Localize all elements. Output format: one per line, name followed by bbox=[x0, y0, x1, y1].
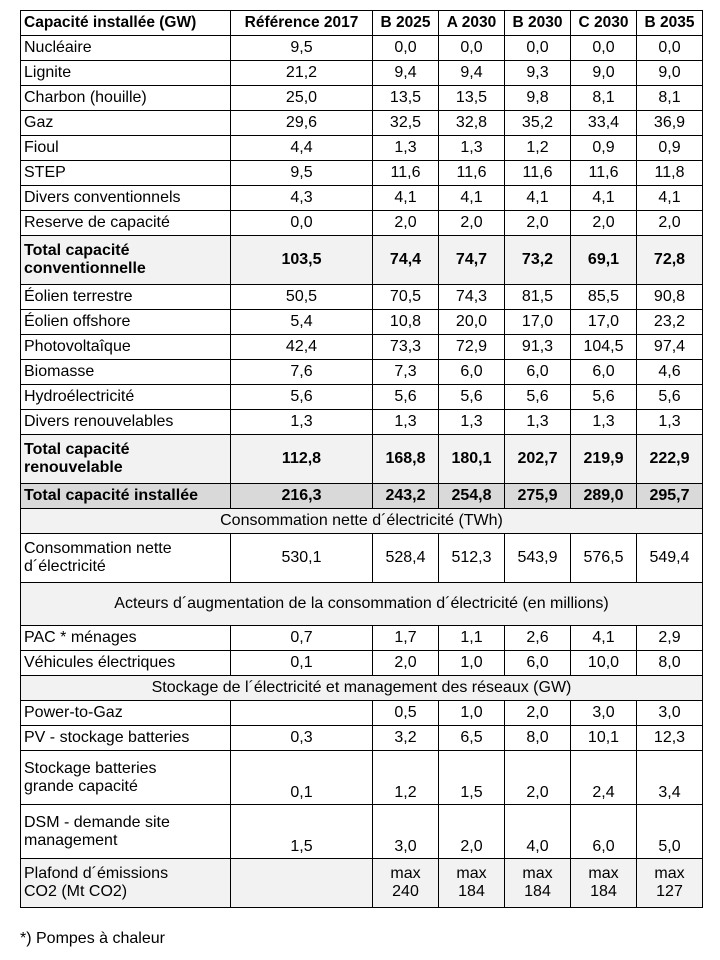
value-cell: 104,5 bbox=[571, 335, 637, 360]
table-row bbox=[21, 310, 703, 335]
total-renewable-row bbox=[21, 435, 703, 484]
row-label bbox=[21, 805, 231, 859]
value-cell: 530,1 bbox=[231, 534, 373, 583]
value-cell bbox=[373, 859, 439, 908]
value-cell: 289,0 bbox=[571, 484, 637, 509]
table-row bbox=[21, 360, 703, 385]
value-cell: 35,2 bbox=[505, 111, 571, 136]
value-cell: 1,3 bbox=[231, 410, 373, 435]
value-cell: 4,1 bbox=[571, 186, 637, 211]
value-cell: 1,3 bbox=[373, 136, 439, 161]
value-cell: 254,8 bbox=[439, 484, 505, 509]
value-cell: 13,5 bbox=[439, 86, 505, 111]
header-row bbox=[21, 11, 703, 36]
value-cell: 3,0 bbox=[373, 805, 439, 859]
row-label bbox=[21, 859, 231, 908]
row-label: Divers renouvelables bbox=[21, 410, 231, 435]
value-cell: 21,2 bbox=[231, 61, 373, 86]
value-cell: 1,0 bbox=[439, 701, 505, 726]
value-cell: 90,8 bbox=[637, 285, 703, 310]
value-line2: 184 bbox=[524, 883, 551, 900]
table-row bbox=[21, 111, 703, 136]
value-cell: 1,3 bbox=[373, 410, 439, 435]
table-row bbox=[21, 211, 703, 236]
row-label-line1: Total capacité bbox=[24, 441, 130, 458]
value-cell: 5,4 bbox=[231, 310, 373, 335]
value-cell: 4,1 bbox=[505, 186, 571, 211]
row-label bbox=[21, 435, 231, 484]
value-cell: 6,0 bbox=[571, 360, 637, 385]
value-cell: 2,0 bbox=[373, 211, 439, 236]
value-cell: 36,9 bbox=[637, 111, 703, 136]
value-cell: 11,6 bbox=[439, 161, 505, 186]
value-cell: 17,0 bbox=[571, 310, 637, 335]
header-a-2030: A 2030 bbox=[439, 11, 505, 36]
value-cell: 32,5 bbox=[373, 111, 439, 136]
table-row bbox=[21, 726, 703, 751]
value-line1: max bbox=[588, 865, 619, 882]
value-cell: 0,9 bbox=[571, 136, 637, 161]
row-label: Photovoltaîque bbox=[21, 335, 231, 360]
value-cell bbox=[231, 701, 373, 726]
table-row bbox=[21, 186, 703, 211]
section-title: Acteurs d´augmentation de la consommation d´électricité (en millions) bbox=[21, 583, 703, 626]
value-cell: 1,1 bbox=[439, 626, 505, 651]
value-cell: 2,0 bbox=[439, 805, 505, 859]
value-cell: 0,7 bbox=[231, 626, 373, 651]
value-cell: 3,0 bbox=[637, 701, 703, 726]
row-label: PAC * ménages bbox=[21, 626, 231, 651]
value-cell: 2,4 bbox=[571, 751, 637, 805]
footnote: *) Pompes à chaleur bbox=[20, 930, 165, 947]
table-row bbox=[21, 751, 703, 805]
row-label: Fioul bbox=[21, 136, 231, 161]
row-label-line1: Stockage batteries bbox=[24, 759, 157, 777]
value-cell: 42,4 bbox=[231, 335, 373, 360]
value-cell: 6,0 bbox=[571, 805, 637, 859]
value-cell: 1,5 bbox=[439, 751, 505, 805]
value-cell bbox=[637, 859, 703, 908]
header-reference-2017: Référence 2017 bbox=[231, 11, 373, 36]
consumption-row bbox=[21, 534, 703, 583]
value-cell: 70,5 bbox=[373, 285, 439, 310]
value-cell: 0,0 bbox=[571, 36, 637, 61]
value-cell: 74,3 bbox=[439, 285, 505, 310]
value-cell: 5,6 bbox=[505, 385, 571, 410]
total-conventional-row bbox=[21, 236, 703, 285]
value-cell: 0,9 bbox=[637, 136, 703, 161]
value-cell: 216,3 bbox=[231, 484, 373, 509]
value-cell: 2,0 bbox=[571, 211, 637, 236]
table-row bbox=[21, 335, 703, 360]
value-cell: 1,3 bbox=[505, 410, 571, 435]
value-cell: 549,4 bbox=[637, 534, 703, 583]
value-cell: 295,7 bbox=[637, 484, 703, 509]
value-cell: 543,9 bbox=[505, 534, 571, 583]
value-cell: 7,6 bbox=[231, 360, 373, 385]
value-cell: 74,7 bbox=[439, 236, 505, 285]
row-label: Lignite bbox=[21, 61, 231, 86]
header-b-2025: B 2025 bbox=[373, 11, 439, 36]
total-installed-row bbox=[21, 484, 703, 509]
value-cell: 4,6 bbox=[637, 360, 703, 385]
value-cell: 528,4 bbox=[373, 534, 439, 583]
row-label bbox=[21, 236, 231, 285]
value-cell: 0,0 bbox=[231, 211, 373, 236]
value-cell: 4,4 bbox=[231, 136, 373, 161]
value-line2: 184 bbox=[590, 883, 617, 900]
value-cell: 2,0 bbox=[439, 211, 505, 236]
value-cell: 1,5 bbox=[231, 805, 373, 859]
section-title: Stockage de l´électricité et management des réseaux (GW) bbox=[21, 676, 703, 701]
value-cell: 103,5 bbox=[231, 236, 373, 285]
section-title: Consommation nette d´électricité (TWh) bbox=[21, 509, 703, 534]
value-cell: 6,5 bbox=[439, 726, 505, 751]
value-cell: 8,0 bbox=[505, 726, 571, 751]
row-label: STEP bbox=[21, 161, 231, 186]
value-cell: 17,0 bbox=[505, 310, 571, 335]
value-cell: 9,8 bbox=[505, 86, 571, 111]
value-cell: 2,0 bbox=[505, 751, 571, 805]
value-cell: 219,9 bbox=[571, 435, 637, 484]
value-cell: 2,0 bbox=[637, 211, 703, 236]
row-label: Charbon (houille) bbox=[21, 86, 231, 111]
value-cell: 5,6 bbox=[373, 385, 439, 410]
value-cell: 6,0 bbox=[505, 651, 571, 676]
value-cell: 112,8 bbox=[231, 435, 373, 484]
value-line2: 184 bbox=[458, 883, 485, 900]
value-cell: 1,2 bbox=[505, 136, 571, 161]
header-b-2030: B 2030 bbox=[505, 11, 571, 36]
value-cell: 8,1 bbox=[637, 86, 703, 111]
value-cell: 4,1 bbox=[571, 626, 637, 651]
value-cell: 1,0 bbox=[439, 651, 505, 676]
value-cell: 512,3 bbox=[439, 534, 505, 583]
row-label: Total capacité installée bbox=[21, 484, 231, 509]
value-cell: 72,9 bbox=[439, 335, 505, 360]
row-label bbox=[21, 534, 231, 583]
value-cell: 9,5 bbox=[231, 161, 373, 186]
value-cell: 33,4 bbox=[571, 111, 637, 136]
value-cell: 74,4 bbox=[373, 236, 439, 285]
row-label: Power-to-Gaz bbox=[21, 701, 231, 726]
value-cell: 32,8 bbox=[439, 111, 505, 136]
value-cell: 0,3 bbox=[231, 726, 373, 751]
table-row bbox=[21, 651, 703, 676]
row-label-line2: management bbox=[24, 831, 118, 849]
value-cell: 0,1 bbox=[231, 651, 373, 676]
value-cell: 9,5 bbox=[231, 36, 373, 61]
header-b-2035: B 2035 bbox=[637, 11, 703, 36]
value-cell: 81,5 bbox=[505, 285, 571, 310]
value-cell: 5,6 bbox=[439, 385, 505, 410]
value-cell: 4,3 bbox=[231, 186, 373, 211]
value-cell: 168,8 bbox=[373, 435, 439, 484]
value-cell: 1,3 bbox=[637, 410, 703, 435]
value-cell: 222,9 bbox=[637, 435, 703, 484]
value-cell: 0,0 bbox=[505, 36, 571, 61]
value-cell: 4,0 bbox=[505, 805, 571, 859]
row-label: Gaz bbox=[21, 111, 231, 136]
table-row bbox=[21, 161, 703, 186]
co2-ceiling-row bbox=[21, 859, 703, 908]
table-row bbox=[21, 136, 703, 161]
value-cell bbox=[231, 859, 373, 908]
value-cell: 5,6 bbox=[231, 385, 373, 410]
table-row bbox=[21, 410, 703, 435]
value-cell: 4,1 bbox=[439, 186, 505, 211]
section-storage bbox=[21, 676, 703, 701]
row-label-line1: Total capacité bbox=[24, 242, 130, 259]
row-label: Hydroélectricité bbox=[21, 385, 231, 410]
value-cell: 3,2 bbox=[373, 726, 439, 751]
table-row bbox=[21, 36, 703, 61]
value-line1: max bbox=[456, 865, 487, 882]
value-line1: max bbox=[390, 865, 421, 882]
value-cell: 243,2 bbox=[373, 484, 439, 509]
value-cell: 1,3 bbox=[439, 136, 505, 161]
value-cell: 202,7 bbox=[505, 435, 571, 484]
row-label: Divers conventionnels bbox=[21, 186, 231, 211]
table-row bbox=[21, 701, 703, 726]
row-label bbox=[21, 751, 231, 805]
value-cell: 9,4 bbox=[439, 61, 505, 86]
row-label-line1: DSM - demande site bbox=[24, 813, 170, 831]
header-c-2030: C 2030 bbox=[571, 11, 637, 36]
value-cell: 23,2 bbox=[637, 310, 703, 335]
value-cell: 0,0 bbox=[373, 36, 439, 61]
value-cell: 73,2 bbox=[505, 236, 571, 285]
value-cell: 1,7 bbox=[373, 626, 439, 651]
value-cell: 72,8 bbox=[637, 236, 703, 285]
value-cell: 10,8 bbox=[373, 310, 439, 335]
value-cell: 10,1 bbox=[571, 726, 637, 751]
value-cell: 7,3 bbox=[373, 360, 439, 385]
row-label: Biomasse bbox=[21, 360, 231, 385]
value-cell bbox=[505, 859, 571, 908]
value-cell: 1,3 bbox=[439, 410, 505, 435]
value-cell: 0,0 bbox=[439, 36, 505, 61]
row-label-line1: Plafond d´émissions bbox=[24, 865, 169, 882]
value-cell: 1,3 bbox=[571, 410, 637, 435]
value-cell: 85,5 bbox=[571, 285, 637, 310]
value-cell: 50,5 bbox=[231, 285, 373, 310]
value-cell: 2,9 bbox=[637, 626, 703, 651]
value-cell: 25,0 bbox=[231, 86, 373, 111]
value-cell: 2,0 bbox=[505, 211, 571, 236]
value-cell: 2,6 bbox=[505, 626, 571, 651]
value-cell: 576,5 bbox=[571, 534, 637, 583]
value-cell: 2,0 bbox=[505, 701, 571, 726]
value-cell: 9,0 bbox=[571, 61, 637, 86]
table-row bbox=[21, 285, 703, 310]
row-label: Reserve de capacité bbox=[21, 211, 231, 236]
value-cell: 29,6 bbox=[231, 111, 373, 136]
value-cell: 9,4 bbox=[373, 61, 439, 86]
value-cell: 11,8 bbox=[637, 161, 703, 186]
value-line2: 127 bbox=[656, 883, 683, 900]
value-cell: 73,3 bbox=[373, 335, 439, 360]
header-category: Capacité installée (GW) bbox=[21, 11, 231, 36]
value-cell bbox=[571, 859, 637, 908]
value-cell: 8,1 bbox=[571, 86, 637, 111]
value-cell: 9,0 bbox=[637, 61, 703, 86]
value-cell bbox=[439, 859, 505, 908]
value-line2: 240 bbox=[392, 883, 419, 900]
row-label: Éolien terrestre bbox=[21, 285, 231, 310]
value-cell: 0,5 bbox=[373, 701, 439, 726]
value-cell: 11,6 bbox=[505, 161, 571, 186]
row-label: Nucléaire bbox=[21, 36, 231, 61]
value-cell: 91,3 bbox=[505, 335, 571, 360]
value-cell: 0,0 bbox=[637, 36, 703, 61]
value-cell: 6,0 bbox=[505, 360, 571, 385]
table-row bbox=[21, 626, 703, 651]
value-line1: max bbox=[654, 865, 685, 882]
value-cell: 2,0 bbox=[373, 651, 439, 676]
value-cell: 13,5 bbox=[373, 86, 439, 111]
value-cell: 3,0 bbox=[571, 701, 637, 726]
row-label-line2: CO2 (Mt CO2) bbox=[24, 883, 128, 900]
value-cell: 10,0 bbox=[571, 651, 637, 676]
row-label-line2: conventionnelle bbox=[24, 260, 146, 277]
value-cell: 5,6 bbox=[571, 385, 637, 410]
row-label: Éolien offshore bbox=[21, 310, 231, 335]
row-label-line2: grande capacité bbox=[24, 777, 138, 795]
table-row bbox=[21, 385, 703, 410]
value-cell: 275,9 bbox=[505, 484, 571, 509]
value-cell: 5,0 bbox=[637, 805, 703, 859]
value-cell: 0,1 bbox=[231, 751, 373, 805]
row-label-line2: d´électricité bbox=[24, 558, 106, 575]
table-row bbox=[21, 61, 703, 86]
value-cell: 11,6 bbox=[373, 161, 439, 186]
value-cell: 20,0 bbox=[439, 310, 505, 335]
table-row bbox=[21, 86, 703, 111]
value-cell: 9,3 bbox=[505, 61, 571, 86]
value-cell: 6,0 bbox=[439, 360, 505, 385]
row-label-line2: renouvelable bbox=[24, 459, 123, 476]
section-consumption bbox=[21, 509, 703, 534]
row-label-line1: Consommation nette bbox=[24, 540, 172, 557]
value-cell: 11,6 bbox=[571, 161, 637, 186]
value-cell: 8,0 bbox=[637, 651, 703, 676]
value-cell: 180,1 bbox=[439, 435, 505, 484]
value-cell: 1,2 bbox=[373, 751, 439, 805]
value-line1: max bbox=[522, 865, 553, 882]
capacity-table bbox=[20, 10, 703, 908]
value-cell: 12,3 bbox=[637, 726, 703, 751]
value-cell: 4,1 bbox=[637, 186, 703, 211]
row-label: PV - stockage batteries bbox=[21, 726, 231, 751]
table-body bbox=[21, 36, 703, 908]
row-label: Véhicules électriques bbox=[21, 651, 231, 676]
value-cell: 3,4 bbox=[637, 751, 703, 805]
value-cell: 69,1 bbox=[571, 236, 637, 285]
value-cell: 5,6 bbox=[637, 385, 703, 410]
value-cell: 4,1 bbox=[373, 186, 439, 211]
section-drivers bbox=[21, 583, 703, 626]
value-cell: 97,4 bbox=[637, 335, 703, 360]
table-row bbox=[21, 805, 703, 859]
